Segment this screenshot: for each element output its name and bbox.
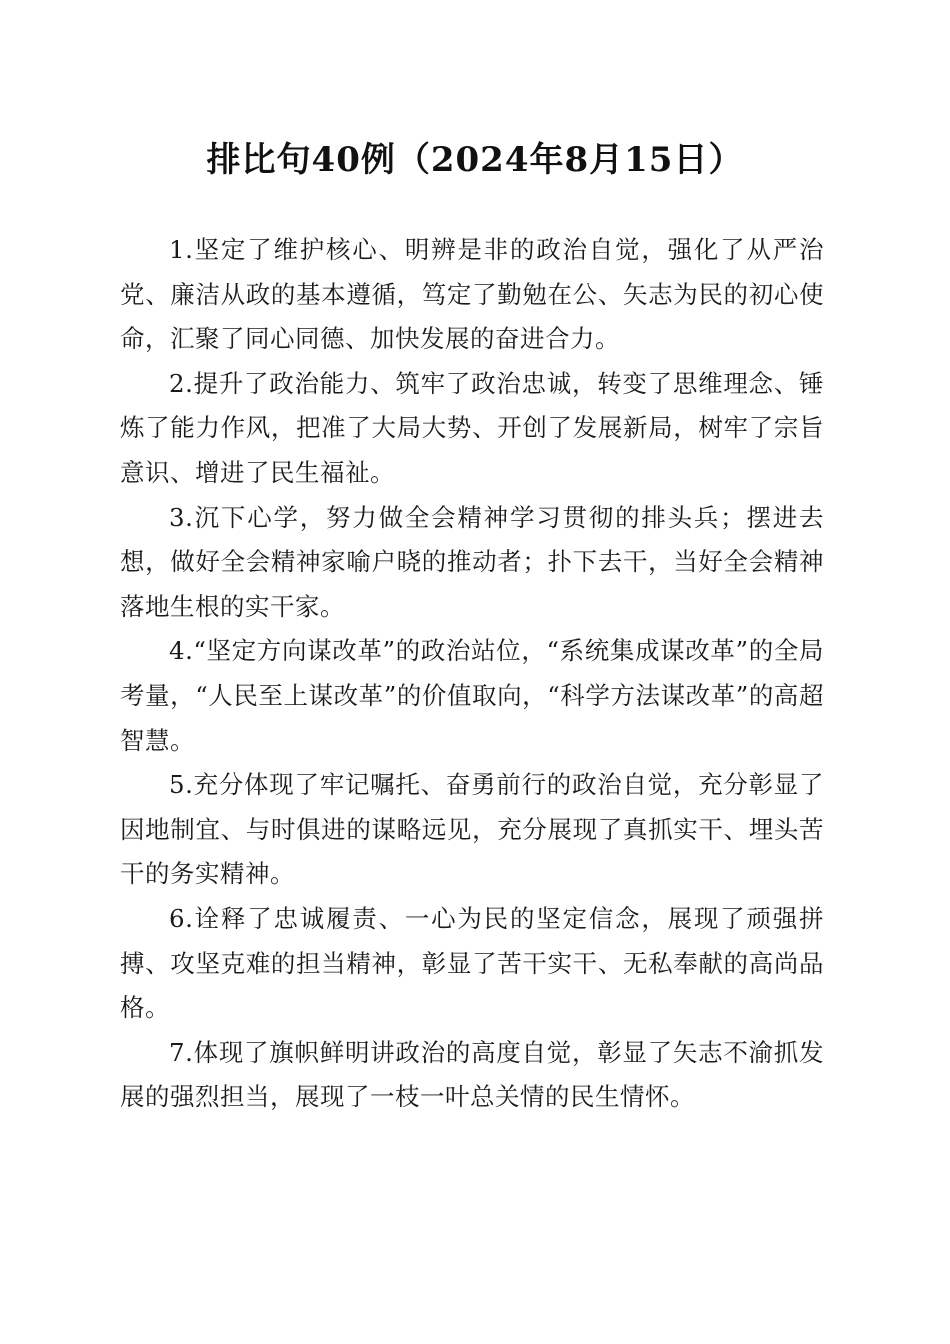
paragraph-5: 5.充分体现了牢记嘱托、奋勇前行的政治自觉，充分彰显了因地制宜、与时俱进的谋略远见，充分展现了真抓实干、埋头苦干的务实精神。 (120, 770, 824, 889)
paragraph-4: 4.“坚定方向谋改革”的政治站位，“系统集成谋改革”的全局考量，“人民至上谋改革”的价值取向，“科学方法谋改革”的高超智慧。 (120, 636, 824, 755)
document-title: 排比句40例（2024年8月15日） (206, 140, 744, 180)
paragraph-3: 3.沉下心学，努力做全会精神学习贯彻的排头兵；摆进去想，做好全会精神家喻户晓的推动者；扑下去干，当好全会精神落地生根的实干家。 (120, 502, 824, 621)
paragraph-2: 2.提升了政治能力、筑牢了政治忠诚，转变了思维理念、锤炼了能力作风，把准了大局大势、开创了发展新局，树牢了宗旨意识、增进了民生福祉。 (120, 368, 824, 487)
paragraph-6: 6.诠释了忠诚履责、一心为民的坚定信念，展现了顽强拼搏、攻坚克难的担当精神，彰显了苦干实干、无私奉献的高尚品格。 (120, 903, 824, 1023)
paragraph-7: 7.体现了旗帜鲜明讲政治的高度自觉，彰显了矢志不渝抓发展的强烈担当，展现了一枝一叶总关情的民生情怀。 (120, 1037, 824, 1112)
paragraph-1: 1.坚定了维护核心、明辨是非的政治自觉，强化了从严治党、廉洁从政的基本遵循，笃定了勤勉在公、矢志为民的初心使命，汇聚了同心同德、加快发展的奋进合力。 (120, 235, 824, 354)
document-body (120, 228, 824, 1120)
